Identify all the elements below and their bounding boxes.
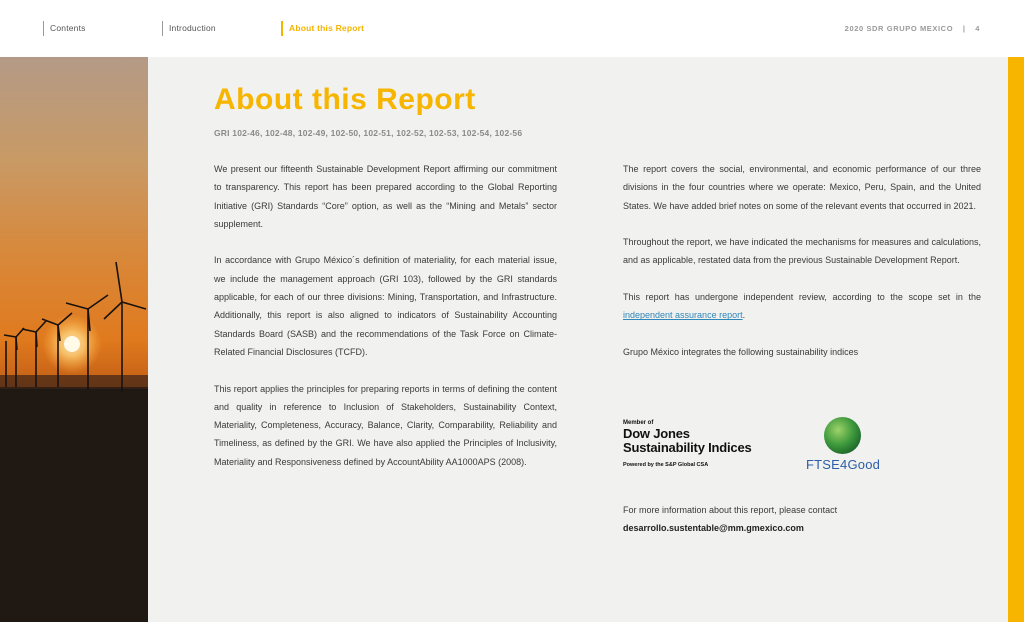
- paragraph-materiality: In accordance with Grupo México´s definition of materiality, for each material issue, we include the management approach (GRI 103), followed by the GRI standards applicable, for each of our three divisions: Mining, Transportation, and Infrastructure. Additionally, this report is also aligned to indicators of Sustainability Accounting Standards Board (SASB) and the recommendations of the Task Force on Climate-Related Financial Disclosures (TCFD).: [214, 255, 557, 357]
- accent-side-bar: [1008, 57, 1024, 622]
- gri-references: GRI 102-46, 102-48, 102-49, 102-50, 102-51, 102-52, 102-53, 102-54, 102-56: [214, 128, 523, 138]
- review-text: This report has undergone independent review, according to the scope set in the: [623, 292, 981, 303]
- dj-member-label: Member of: [623, 420, 654, 426]
- dow-jones-logo: [623, 419, 752, 470]
- paragraph-principles: This report applies the principles for preparing reports in terms of defining the content and quality in reference to Inclusion of Stakeholders, Sustainability Context, Materiality, Completeness, Accuracy, Balance, Clarity, Comparability, Reliability and Timeliness, as defined by the GRI. We have also applied the Principles of Inclusivity, Materiality and Responsiveness defined by AccountAbility AA1000APS (2008).: [214, 383, 557, 467]
- contact-email[interactable]: desarrollo.sustentable@mm.gmexico.com: [623, 523, 804, 534]
- assurance-report-link[interactable]: independent assurance report: [623, 310, 743, 321]
- dj-powered-by: Powered by the S&P Global CSA: [623, 462, 709, 468]
- report-header: [845, 21, 980, 36]
- header-separator: |: [962, 24, 966, 33]
- top-nav: [0, 0, 1024, 57]
- nav-about-link[interactable]: About this Report: [281, 21, 364, 36]
- globe-icon: [824, 417, 861, 454]
- ftse4good-logo: [806, 417, 881, 477]
- nav-contents-link[interactable]: Contents: [43, 21, 86, 36]
- sunset-illustration: [0, 57, 148, 622]
- right-column: [623, 160, 981, 380]
- paragraph-measures: Throughout the report, we have indicated the mechanisms for measures and calculations, and as applicable, restated data from the previous Sustainable Development Report.: [623, 237, 981, 266]
- paragraph-indices: Grupo México integrates the following sustainability indices: [623, 346, 859, 357]
- page-title: About this Report: [214, 83, 476, 116]
- paragraph-review: [623, 288, 981, 325]
- nav-introduction-link[interactable]: Introduction: [162, 21, 216, 36]
- ftse-label: FTSE4Good: [806, 457, 881, 472]
- review-end: .: [742, 310, 746, 321]
- paragraph-intro: We present our fifteenth Sustainable Development Report affirming our commitment to transparency. This report has been prepared according to the Global Reporting Initiative (GRI) Standards “Core” option, as well as the “Mining and Metals” sector supplement.: [214, 164, 557, 229]
- dj-line2: Sustainability Indices: [623, 440, 752, 455]
- left-column: [214, 160, 557, 489]
- contact-block: [623, 501, 837, 538]
- wind-turbines-photo: [0, 57, 148, 622]
- report-id: 2020 SDR GRUPO MEXICO: [844, 24, 954, 33]
- paragraph-coverage: The report covers the social, environmental, and economic performance of our three divisions in the four countries where we operate: Mexico, Peru, Spain, and the United States. We have added brief notes on some of the relevant events that occurred in 2021.: [623, 164, 981, 211]
- dj-line1: Dow Jones: [623, 426, 690, 441]
- contact-text: For more information about this report, please contact: [623, 505, 838, 515]
- page-number: 4: [975, 24, 980, 33]
